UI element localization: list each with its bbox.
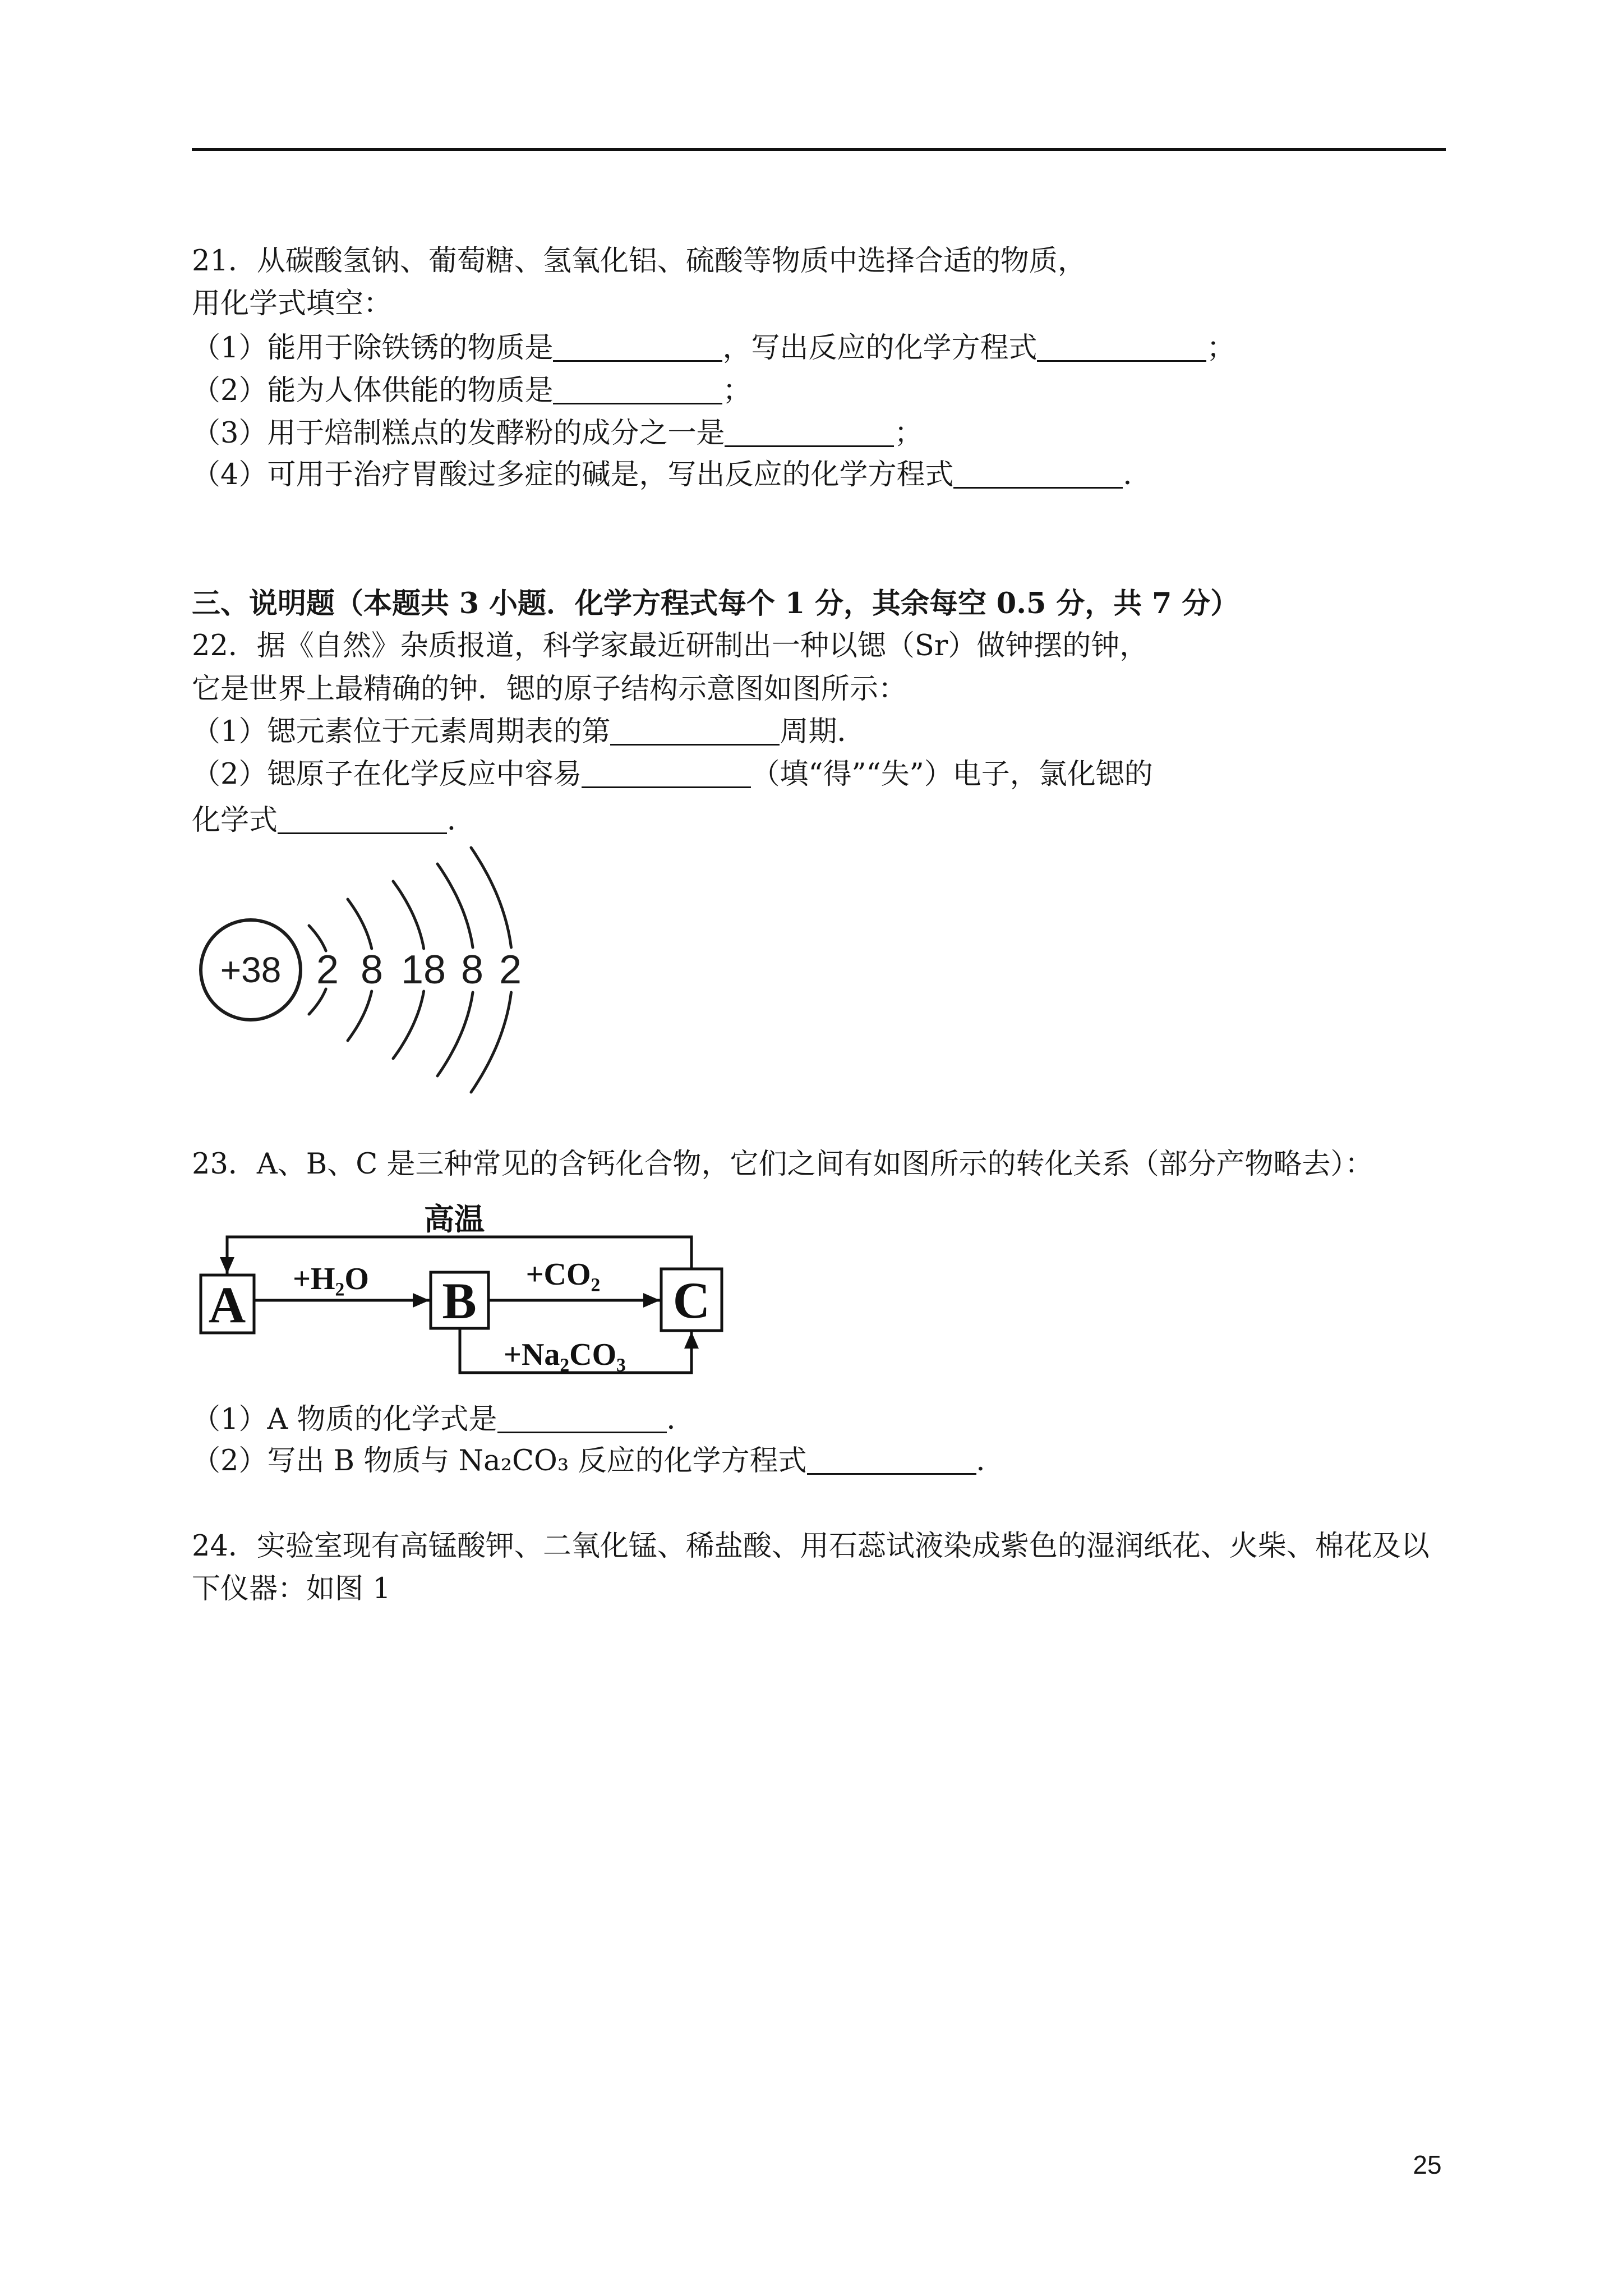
q21-part-2-text: （2）能为人体供能的物质是 bbox=[192, 374, 554, 407]
electron-shell-arc bbox=[309, 989, 326, 1014]
q22-part-2 bbox=[192, 758, 1153, 792]
strontium-atom-diagram bbox=[192, 841, 528, 1099]
q21-part-1-text: （1）能用于除铁锈的物质是 bbox=[192, 332, 554, 365]
q22-part-2-text: （2）锶原子在化学反应中容易 bbox=[192, 758, 582, 791]
answer-blank bbox=[553, 335, 722, 362]
q23-part-2-text: （2）写出 B 物质与 Na₂CO₃ 反应的化学方程式 bbox=[192, 1444, 807, 1478]
q21-part-1 bbox=[192, 332, 1235, 365]
q21-stem-line-1: 21．从碳酸氢钠、葡萄糖、氢氧化铝、硫酸等物质中选择合适的物质， bbox=[192, 245, 1086, 278]
q22-stem-line-2: 它是世界上最精确的钟．锶的原子结构示意图如图所示： bbox=[192, 673, 907, 706]
q21-part-2-end: ； bbox=[722, 374, 751, 407]
q23-part-2 bbox=[192, 1444, 1005, 1478]
electron-shell-arc bbox=[348, 899, 372, 949]
conversion-diagram bbox=[192, 1200, 730, 1386]
q22-part-1-end: 周期． bbox=[780, 715, 866, 748]
q21-part-2 bbox=[192, 374, 751, 408]
answer-blank bbox=[953, 462, 1123, 489]
answer-blank bbox=[807, 1448, 976, 1475]
q22-part-2-formula-end: ． bbox=[447, 804, 476, 837]
answer-blank bbox=[497, 1407, 667, 1433]
water-label: +H₂O bbox=[293, 1262, 369, 1296]
high-temperature-label: 高温 bbox=[424, 1201, 485, 1237]
nucleus-charge: +38 bbox=[220, 950, 282, 990]
q23-part-1-end: ． bbox=[666, 1403, 695, 1436]
electron-shell-arc bbox=[471, 992, 511, 1092]
q21-part-4-end: ． bbox=[1123, 458, 1152, 491]
q21-part-1-text-2: ，写出反应的化学方程式 bbox=[722, 332, 1038, 365]
shell-1-electrons: 2 bbox=[316, 947, 339, 992]
answer-blank bbox=[725, 421, 894, 447]
box-b-label: B bbox=[442, 1272, 477, 1329]
page-number: 25 bbox=[1413, 2150, 1442, 2179]
box-a-label: A bbox=[208, 1276, 246, 1333]
q21-part-3-end: ； bbox=[894, 417, 923, 450]
q22-part-2-end: （填“得”“失”）电子，氯化锶的 bbox=[751, 758, 1153, 791]
electron-shell-arc bbox=[471, 848, 511, 947]
q24-stem-line-2: 下仪器：如图 1 bbox=[192, 1572, 391, 1605]
electron-shell-arc bbox=[437, 992, 473, 1076]
q24-stem-line-1: 24．实验室现有高锰酸钾、二氧化锰、稀盐酸、用石蕊试液染成紫色的湿润纸花、火柴、棉花及以 bbox=[192, 1530, 1430, 1563]
answer-blank bbox=[278, 808, 447, 834]
q22-part-1-text: （1）锶元素位于元素周期表的第 bbox=[192, 715, 611, 748]
q21-part-4 bbox=[192, 458, 1151, 492]
q21-part-3-text: （3）用于焙制糕点的发酵粉的成分之一是 bbox=[192, 417, 725, 450]
electron-shell-arc bbox=[437, 864, 473, 947]
q21-part-1-end: ； bbox=[1206, 332, 1235, 365]
q21-stem-line-2: 用化学式填空： bbox=[192, 287, 393, 320]
carbon-dioxide-label: +CO₂ bbox=[525, 1257, 601, 1292]
q22-part-2-formula-text: 化学式 bbox=[192, 804, 278, 837]
section-heading: 三、说明题（本题共 3 小题．化学方程式每个 1 分，其余每空 0.5 分，共 7 分） bbox=[192, 587, 1239, 620]
q23-part-1 bbox=[192, 1403, 695, 1437]
sodium-carbonate-label: +Na₂CO₃ bbox=[504, 1337, 626, 1372]
shell-5-electrons: 2 bbox=[499, 947, 522, 992]
q22-stem-line-1: 22．据《自然》杂质报道，科学家最近研制出一种以锶（Sr）做钟摆的钟， bbox=[192, 629, 1149, 662]
box-c-label: C bbox=[672, 1272, 711, 1329]
shell-3-electrons: 18 bbox=[400, 947, 446, 992]
answer-blank bbox=[553, 378, 722, 404]
electron-shell-arc bbox=[393, 881, 424, 949]
answer-blank bbox=[582, 762, 751, 788]
q23-part-1-text: （1）A 物质的化学式是 bbox=[192, 1403, 497, 1436]
electron-shell-arc bbox=[348, 991, 372, 1041]
shell-2-electrons: 8 bbox=[360, 947, 384, 992]
q21-part-3 bbox=[192, 417, 923, 450]
q23-part-2-end: ． bbox=[976, 1444, 1005, 1478]
answer-blank bbox=[610, 719, 780, 746]
q23-stem: 23．A、B、C 是三种常见的含钙化合物，它们之间有如图所示的转化关系（部分产物略去）： bbox=[192, 1148, 1373, 1181]
q21-part-4-text: （4）可用于治疗胃酸过多症的碱是，写出反应的化学方程式 bbox=[192, 458, 954, 491]
q22-part-2-continued bbox=[192, 804, 476, 838]
q22-part-1 bbox=[192, 715, 865, 749]
header-rule bbox=[192, 148, 1446, 151]
answer-blank bbox=[1037, 335, 1206, 362]
electron-shell-arc bbox=[393, 991, 424, 1059]
shell-4-electrons: 8 bbox=[460, 947, 484, 992]
